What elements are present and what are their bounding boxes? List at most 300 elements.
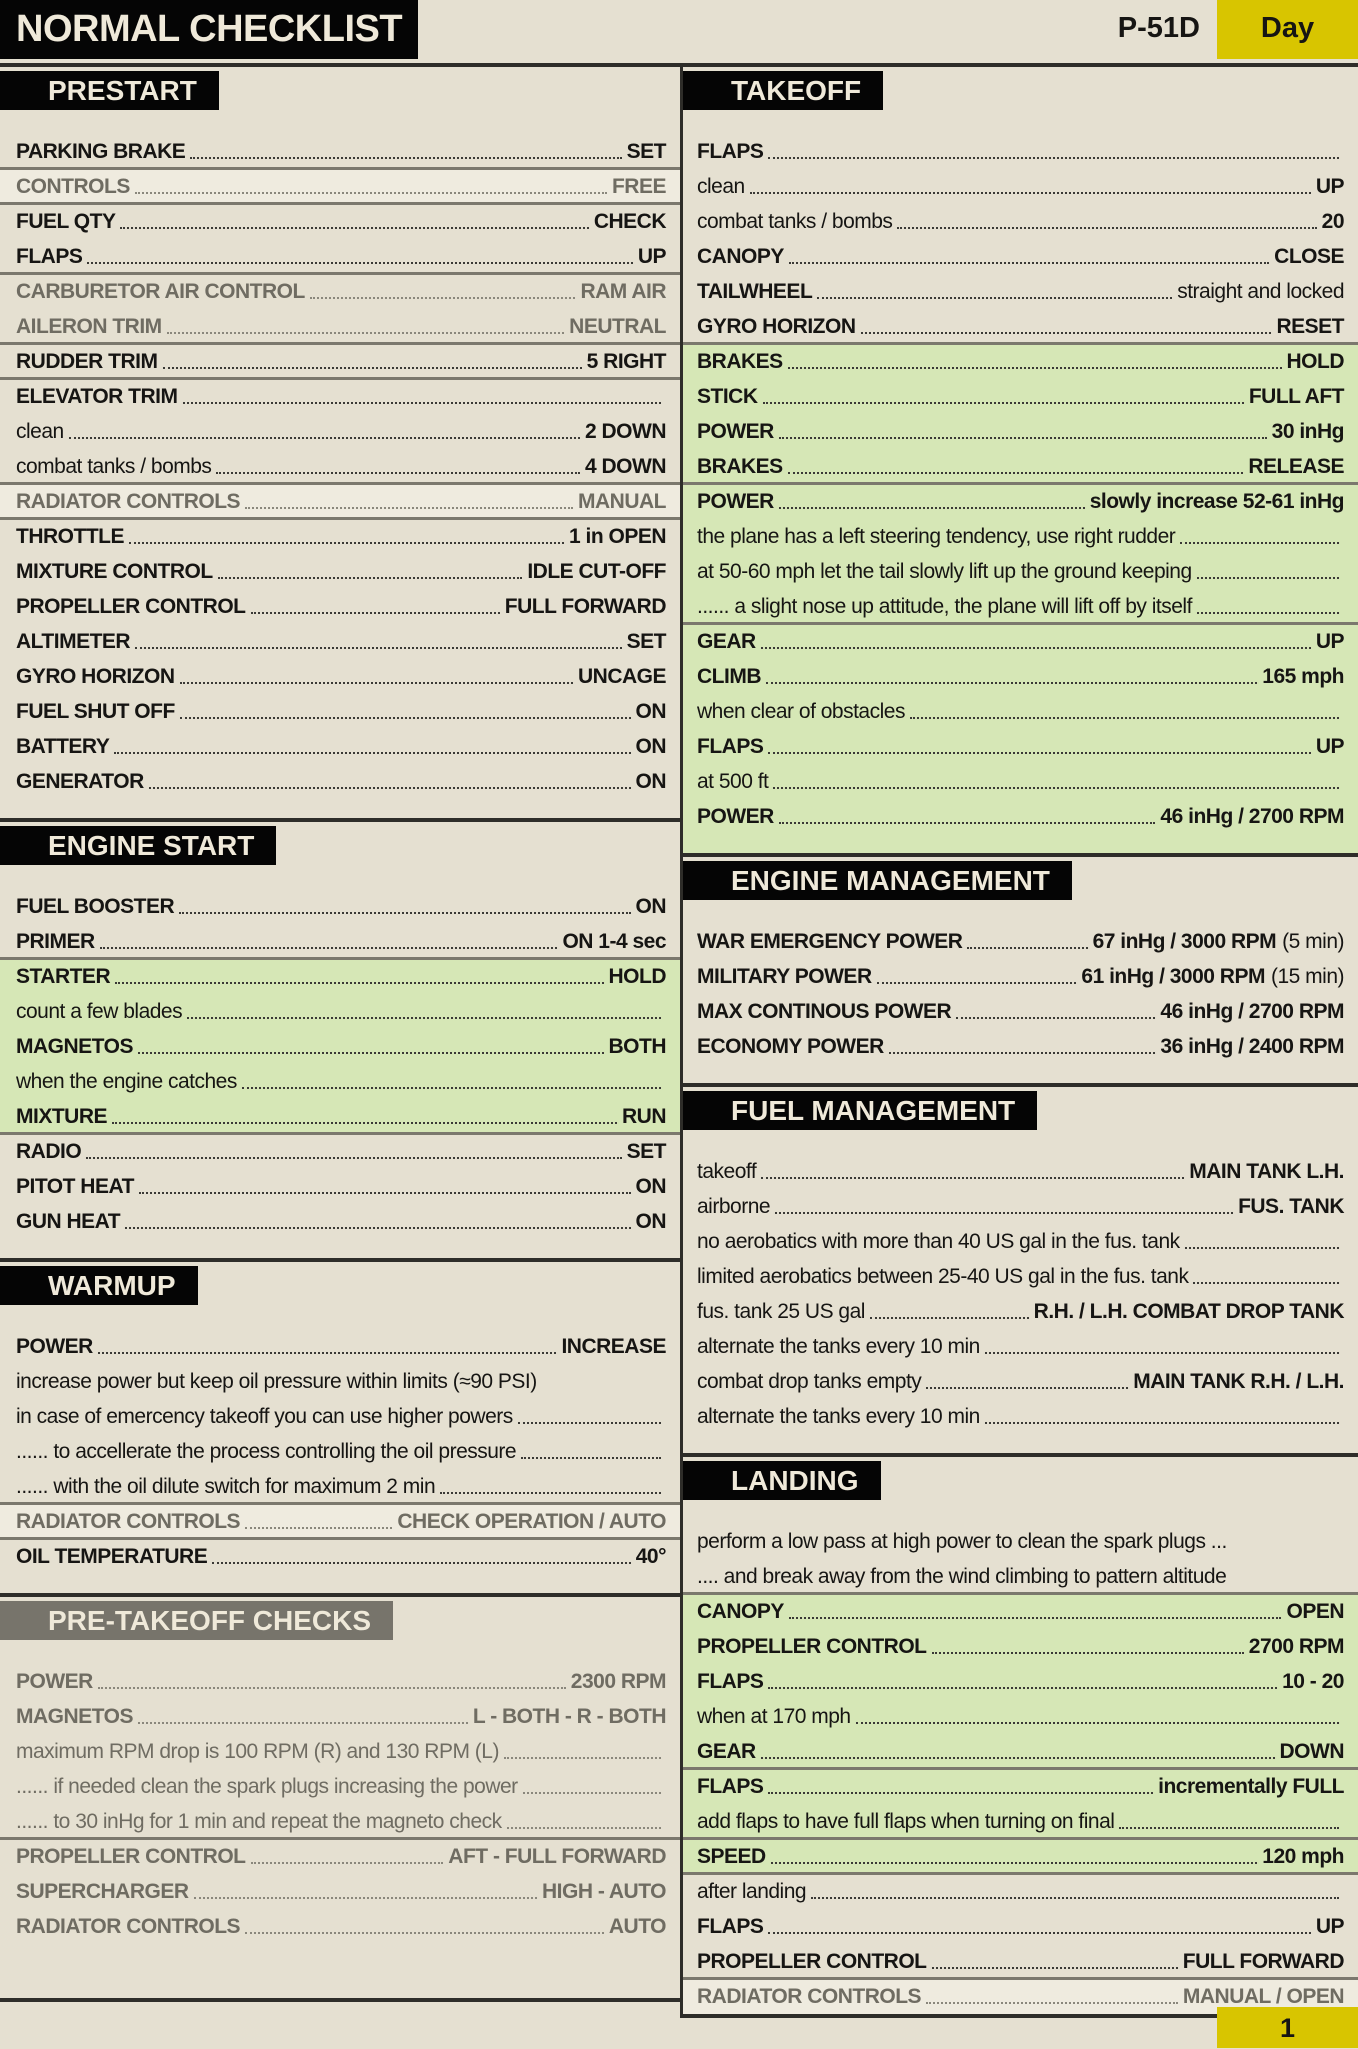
right-column	[680, 63, 1358, 2018]
checklist-item[interactable]	[0, 1134, 680, 1169]
item-label: ECONOMY POWER	[697, 1035, 884, 1058]
checklist-item[interactable]	[683, 1259, 1358, 1294]
item-label: PROPELLER CONTROL	[697, 1635, 927, 1658]
item-label: ALTIMETER	[16, 630, 131, 653]
checklist-item[interactable]	[683, 379, 1358, 414]
item-label: ...... a slight nose up attitude, the plane will lift off by itself	[697, 595, 1192, 618]
item-label: MILITARY POWER	[697, 965, 872, 988]
dot-leader	[889, 1052, 1156, 1054]
checklist-item[interactable]	[0, 589, 680, 624]
checklist-item[interactable]	[0, 1909, 680, 1944]
item-value: 4 DOWN	[585, 454, 666, 478]
step-group	[0, 134, 680, 169]
item-value: MANUAL	[578, 489, 666, 513]
checklist-item[interactable]	[0, 484, 680, 519]
item-value: FREE	[611, 174, 666, 198]
dot-leader	[775, 1212, 1233, 1214]
checklist-item[interactable]	[0, 379, 680, 414]
highlighted-step-group	[683, 1769, 1358, 1839]
step-group	[0, 1539, 680, 1593]
checklist-item[interactable]	[0, 1804, 680, 1839]
checklist-item[interactable]	[0, 169, 680, 204]
item-value: NEUTRAL	[569, 314, 666, 338]
item-label: at 500 ft	[697, 770, 769, 793]
item-label: PROPELLER CONTROL	[16, 1845, 246, 1868]
checklist-item[interactable]	[0, 1169, 680, 1204]
item-value-note: (5 min)	[1282, 929, 1344, 953]
checklist-item[interactable]	[0, 1329, 680, 1364]
item-label: clean	[697, 175, 745, 198]
item-value: 1 in OPEN	[568, 524, 666, 548]
item-value: RESET	[1276, 314, 1344, 338]
checklist-item[interactable]	[0, 1504, 680, 1539]
item-value: 67 inHg / 3000 RPM	[1092, 929, 1277, 953]
highlighted-step-group	[0, 959, 680, 1134]
item-value: UP	[637, 244, 666, 268]
step-group	[0, 1664, 680, 1839]
highlighted-step-group	[683, 1839, 1358, 1874]
item-label: no aerobatics with more than 40 US gal in the fus. tank	[697, 1230, 1180, 1253]
item-value: ON	[635, 734, 666, 758]
checklist-item[interactable]	[683, 1399, 1358, 1434]
item-label: when the engine catches	[16, 1070, 237, 1093]
checklist-item[interactable]	[683, 924, 1358, 959]
item-label: OIL TEMPERATURE	[16, 1545, 208, 1568]
dot-leader	[190, 157, 621, 159]
item-value: MAIN TANK R.H. / L.H.	[1133, 1369, 1344, 1393]
step-group	[683, 1524, 1358, 1594]
dot-leader	[750, 192, 1311, 194]
item-label: perform a low pass at high power to clean the spark plugs ...	[697, 1530, 1227, 1553]
item-label: fus. tank 25 US gal	[697, 1300, 865, 1323]
item-label: combat tanks / bombs	[16, 455, 212, 478]
checklist-item[interactable]	[683, 1224, 1358, 1259]
dot-leader	[773, 787, 1339, 789]
checklist-item[interactable]	[683, 134, 1358, 169]
dot-leader	[910, 717, 1339, 719]
checklist-item[interactable]	[0, 449, 680, 484]
dot-leader	[212, 1562, 631, 1564]
checklist-item[interactable]	[683, 1629, 1358, 1664]
item-label: airborne	[697, 1195, 771, 1218]
item-label: takeoff	[697, 1160, 757, 1183]
page-title: NORMAL CHECKLIST	[0, 0, 418, 59]
checklist-item[interactable]	[683, 659, 1358, 694]
item-value: UP	[1315, 734, 1344, 758]
item-label: FLAPS	[697, 735, 764, 758]
item-value: UP	[1315, 1914, 1344, 1938]
dot-leader	[138, 1722, 468, 1724]
item-label: CARBURETOR AIR CONTROL	[16, 280, 305, 303]
item-label: AILERON TRIM	[16, 315, 162, 338]
dot-leader	[507, 1827, 661, 1829]
checklist-item[interactable]	[0, 959, 680, 994]
dot-leader	[183, 402, 662, 404]
item-value: MAIN TANK L.H.	[1189, 1159, 1344, 1183]
dot-leader	[86, 1157, 621, 1159]
item-label: POWER	[697, 420, 774, 443]
checklist-item[interactable]	[683, 484, 1358, 519]
item-label: MAGNETOS	[16, 1705, 133, 1728]
item-value: ON	[635, 1209, 666, 1233]
dot-leader	[167, 332, 565, 334]
item-label: PROPELLER CONTROL	[16, 595, 246, 618]
checklist-item[interactable]	[0, 1364, 680, 1399]
checklist-item[interactable]	[683, 994, 1358, 1029]
step-group	[0, 344, 680, 379]
dot-leader	[768, 157, 1339, 159]
dot-leader	[779, 822, 1156, 824]
item-value: ON 1-4 sec	[562, 929, 666, 953]
item-value: IDLE CUT-OFF	[527, 559, 666, 583]
dot-leader	[788, 367, 1282, 369]
item-label: PROPELLER CONTROL	[697, 1950, 927, 1973]
item-label: STARTER	[16, 965, 111, 988]
dot-leader	[100, 947, 558, 949]
item-value: 30 inHg	[1271, 419, 1344, 443]
item-label: BATTERY	[16, 735, 110, 758]
item-value: OPEN	[1286, 1599, 1344, 1623]
dot-leader	[761, 1757, 1275, 1759]
dot-leader	[811, 1897, 1339, 1899]
item-label: the plane has a left steering tendency, use right rudder	[697, 525, 1176, 548]
dot-leader	[763, 402, 1244, 404]
dot-leader	[129, 542, 564, 544]
checklist-item[interactable]	[683, 1804, 1358, 1839]
dot-leader	[779, 507, 1085, 509]
item-value: RUN	[622, 1104, 666, 1128]
dot-leader	[1185, 1247, 1339, 1249]
dot-leader	[251, 612, 500, 614]
checklist-item[interactable]	[0, 924, 680, 959]
dot-leader	[926, 2002, 1178, 2004]
item-value: ON	[635, 769, 666, 793]
item-label: maximum RPM drop is 100 RPM (R) and 130 RPM (L)	[16, 1740, 499, 1763]
checklist-item[interactable]	[683, 169, 1358, 204]
checklist-item[interactable]	[683, 589, 1358, 624]
checklist-item[interactable]	[0, 729, 680, 764]
dot-leader	[69, 437, 580, 439]
checklist-item[interactable]	[0, 1839, 680, 1874]
item-label: RADIATOR CONTROLS	[16, 1915, 241, 1938]
checklist-item[interactable]	[0, 1539, 680, 1574]
item-label: MIXTURE CONTROL	[16, 560, 213, 583]
highlighted-step-group	[683, 484, 1358, 624]
item-value: SET	[626, 1139, 666, 1163]
checklist-item[interactable]	[0, 1099, 680, 1134]
checklist-item[interactable]	[0, 1204, 680, 1239]
dot-leader	[115, 982, 603, 984]
checklist-item[interactable]	[683, 519, 1358, 554]
step-group	[0, 519, 680, 818]
checklist-item[interactable]	[683, 959, 1358, 994]
step-group	[683, 924, 1358, 1083]
dot-leader	[1197, 612, 1339, 614]
checklist-item[interactable]	[0, 1734, 680, 1769]
checklist-item[interactable]	[0, 204, 680, 239]
checklist-item[interactable]	[683, 1664, 1358, 1699]
item-value: 46 inHg / 2700 RPM	[1160, 804, 1344, 828]
item-label: GENERATOR	[16, 770, 144, 793]
checklist-item[interactable]	[0, 1029, 680, 1064]
dot-leader	[985, 1352, 1339, 1354]
checklist-item[interactable]	[683, 1294, 1358, 1329]
checklist-item[interactable]	[0, 1664, 680, 1699]
section-title: PRE-TAKEOFF CHECKS	[0, 1601, 393, 1640]
dot-leader	[120, 227, 588, 229]
checklist-item[interactable]	[683, 554, 1358, 589]
checklist-item[interactable]	[0, 309, 680, 344]
checklist-item[interactable]	[0, 134, 680, 169]
dot-leader	[761, 1177, 1184, 1179]
item-value: 36 inHg / 2400 RPM	[1160, 1034, 1344, 1058]
checklist-item[interactable]	[0, 1399, 680, 1434]
dot-leader	[779, 437, 1267, 439]
dot-leader	[187, 1017, 661, 1019]
checklist-item[interactable]	[0, 1434, 680, 1469]
dot-leader	[179, 912, 630, 914]
checklist-item[interactable]	[683, 694, 1358, 729]
checklist-item[interactable]	[0, 994, 680, 1029]
checklist-item[interactable]	[0, 694, 680, 729]
dot-leader	[789, 262, 1269, 264]
section-landing	[683, 1453, 1358, 2018]
section-pre-takeoff-checks	[0, 1593, 680, 2002]
dot-leader	[788, 472, 1244, 474]
item-value: 61 inHg / 3000 RPM	[1081, 964, 1265, 988]
dot-leader	[218, 577, 523, 579]
highlighted-step-group	[683, 344, 1358, 484]
checklist-item[interactable]	[683, 1329, 1358, 1364]
item-label: ...... to 30 inHg for 1 min and repeat the magneto check	[16, 1810, 502, 1833]
step-group	[0, 204, 680, 274]
checklist-item[interactable]	[683, 1524, 1358, 1559]
step-group	[0, 889, 680, 959]
item-label: POWER	[16, 1335, 93, 1358]
item-value: CHECK	[593, 209, 666, 233]
checklist-item[interactable]	[0, 274, 680, 309]
dot-leader	[768, 1687, 1277, 1689]
item-label: GEAR	[697, 630, 756, 653]
checklist-item[interactable]	[683, 1734, 1358, 1769]
checklist-item[interactable]	[683, 204, 1358, 239]
checklist-item[interactable]	[683, 1769, 1358, 1804]
checklist-item[interactable]	[0, 519, 680, 554]
dot-leader	[245, 507, 573, 509]
section-warmup	[0, 1258, 680, 1593]
item-label: SPEED	[697, 1845, 766, 1868]
checklist-item[interactable]	[683, 1944, 1358, 1979]
checklist-item[interactable]	[683, 1699, 1358, 1734]
checklist-item[interactable]	[0, 889, 680, 924]
item-label: FLAPS	[697, 1915, 764, 1938]
item-label: BRAKES	[697, 455, 783, 478]
item-value: UP	[1315, 174, 1344, 198]
checklist-item[interactable]	[683, 799, 1358, 834]
dot-leader	[216, 472, 580, 474]
item-label: FLAPS	[697, 1670, 764, 1693]
item-value: AUTO	[608, 1914, 666, 1938]
item-label: FLAPS	[697, 1775, 764, 1798]
checklist-item[interactable]	[683, 449, 1358, 484]
dot-leader	[768, 1792, 1153, 1794]
dot-leader	[114, 752, 630, 754]
item-label: FUEL QTY	[16, 210, 116, 233]
checklist-item[interactable]	[683, 414, 1358, 449]
item-value: FULL FORWARD	[504, 594, 666, 618]
dot-leader	[245, 1527, 392, 1529]
item-label: FUEL BOOSTER	[16, 895, 175, 918]
item-label: in case of emercency takeoff you can use higher powers	[16, 1405, 513, 1428]
checklist-item[interactable]	[0, 624, 680, 659]
dot-leader	[523, 1792, 661, 1794]
item-label: FLAPS	[697, 140, 764, 163]
dot-leader	[932, 1967, 1178, 1969]
checklist-item[interactable]	[683, 624, 1358, 659]
section-takeoff	[683, 63, 1358, 853]
item-value: CHECK OPERATION / AUTO	[397, 1509, 666, 1533]
section-title: FUEL MANAGEMENT	[683, 1091, 1037, 1130]
dot-leader	[870, 1317, 1029, 1319]
dot-leader	[985, 1422, 1339, 1424]
item-value: DOWN	[1279, 1739, 1344, 1763]
checklist-item[interactable]	[683, 1559, 1358, 1594]
dot-leader	[180, 717, 631, 719]
item-value: RELEASE	[1248, 454, 1344, 478]
step-group	[0, 1329, 680, 1504]
checklist-item[interactable]	[0, 764, 680, 799]
item-value: SET	[626, 139, 666, 163]
step-group	[683, 1154, 1358, 1453]
item-value-note: (15 min)	[1270, 964, 1344, 988]
checklist-item[interactable]	[0, 414, 680, 449]
item-label: ELEVATOR TRIM	[16, 385, 178, 408]
checklist-item[interactable]	[0, 1769, 680, 1804]
section-title: ENGINE START	[0, 826, 276, 865]
checklist-item[interactable]	[0, 1699, 680, 1734]
item-label: when at 170 mph	[697, 1705, 851, 1728]
step-group	[0, 379, 680, 484]
dot-leader	[1119, 1827, 1339, 1829]
dot-leader	[242, 1087, 661, 1089]
item-label: GUN HEAT	[16, 1210, 121, 1233]
item-value: ON	[635, 1174, 666, 1198]
highlighted-step-group	[683, 624, 1358, 853]
section-title: ENGINE MANAGEMENT	[683, 861, 1072, 900]
item-label: increase power but keep oil pressure within limits (≈90 PSI)	[16, 1370, 537, 1393]
dot-leader	[180, 682, 573, 684]
dot-leader	[956, 1017, 1155, 1019]
item-label: BRAKES	[697, 350, 783, 373]
item-value: incrementally FULL	[1158, 1774, 1344, 1798]
checklist-item[interactable]	[0, 344, 680, 379]
checklist-item[interactable]	[683, 274, 1358, 309]
dot-leader	[789, 1617, 1282, 1619]
checklist-item[interactable]	[683, 1364, 1358, 1399]
checklist-item[interactable]	[0, 1874, 680, 1909]
item-label: STICK	[697, 385, 758, 408]
dot-leader	[251, 1862, 444, 1864]
dot-leader	[135, 647, 622, 649]
item-label: THROTTLE	[16, 525, 124, 548]
checklist-item[interactable]	[683, 1189, 1358, 1224]
checklist-item[interactable]	[683, 1839, 1358, 1874]
checklist-item[interactable]	[0, 659, 680, 694]
checklist-item[interactable]	[683, 1029, 1358, 1064]
dot-leader	[504, 1757, 661, 1759]
checklist-item[interactable]	[0, 554, 680, 589]
item-label: clean	[16, 420, 64, 443]
checklist-item[interactable]	[683, 239, 1358, 274]
dot-leader	[194, 1897, 537, 1899]
item-label: RADIATOR CONTROLS	[697, 1985, 922, 2008]
dot-leader	[139, 1192, 631, 1194]
checklist-item[interactable]	[683, 1909, 1358, 1944]
item-label: POWER	[697, 805, 774, 828]
dot-leader	[1193, 1282, 1339, 1284]
dot-leader	[817, 297, 1172, 299]
dot-leader	[861, 332, 1272, 334]
dot-leader	[138, 1052, 604, 1054]
checklist-item[interactable]	[683, 729, 1358, 764]
dot-leader	[245, 1932, 604, 1934]
item-value: ON	[635, 894, 666, 918]
item-value: INCREASE	[561, 1334, 666, 1358]
checklist-item[interactable]	[0, 1469, 680, 1504]
checklist-item[interactable]	[683, 764, 1358, 799]
dot-leader	[135, 192, 607, 194]
dot-leader	[440, 1492, 661, 1494]
checklist-item[interactable]	[683, 1874, 1358, 1909]
section-title: LANDING	[683, 1461, 881, 1500]
checklist-item[interactable]	[683, 1594, 1358, 1629]
dot-leader	[518, 1422, 661, 1424]
item-value: straight and locked	[1177, 279, 1344, 303]
item-label: count a few blades	[16, 1000, 183, 1023]
item-value: SET	[626, 629, 666, 653]
item-label: at 50-60 mph let the tail slowly lift up the ground keeping	[697, 560, 1192, 583]
checklist-item[interactable]	[683, 344, 1358, 379]
dot-leader	[768, 1932, 1310, 1934]
highlighted-step-group	[683, 1594, 1358, 1769]
item-label: RADIATOR CONTROLS	[16, 490, 241, 513]
checklist-item[interactable]	[0, 239, 680, 274]
item-value: CLOSE	[1274, 244, 1344, 268]
step-group	[683, 134, 1358, 344]
step-group	[0, 274, 680, 344]
item-value: 46 inHg / 2700 RPM	[1160, 999, 1344, 1023]
checklist-item[interactable]	[0, 1064, 680, 1099]
dot-leader	[163, 367, 582, 369]
dot-leader	[967, 947, 1087, 949]
item-label: combat tanks / bombs	[697, 210, 893, 233]
item-label: add flaps to have full flaps when turning on final	[697, 1810, 1115, 1833]
item-value: HOLD	[608, 964, 666, 988]
left-column	[0, 63, 680, 2002]
item-value: MANUAL / OPEN	[1182, 1984, 1344, 2008]
mode-tab-day[interactable]: Day	[1217, 0, 1358, 59]
dot-leader	[98, 1352, 557, 1354]
checklist-item[interactable]	[683, 1154, 1358, 1189]
item-label: GEAR	[697, 1740, 756, 1763]
dot-leader	[98, 1687, 566, 1689]
item-label: RADIATOR CONTROLS	[16, 1510, 241, 1533]
dot-leader	[897, 227, 1316, 229]
item-label: MAGNETOS	[16, 1035, 133, 1058]
checklist-item[interactable]	[683, 309, 1358, 344]
step-group	[0, 1504, 680, 1539]
dot-leader	[877, 982, 1077, 984]
